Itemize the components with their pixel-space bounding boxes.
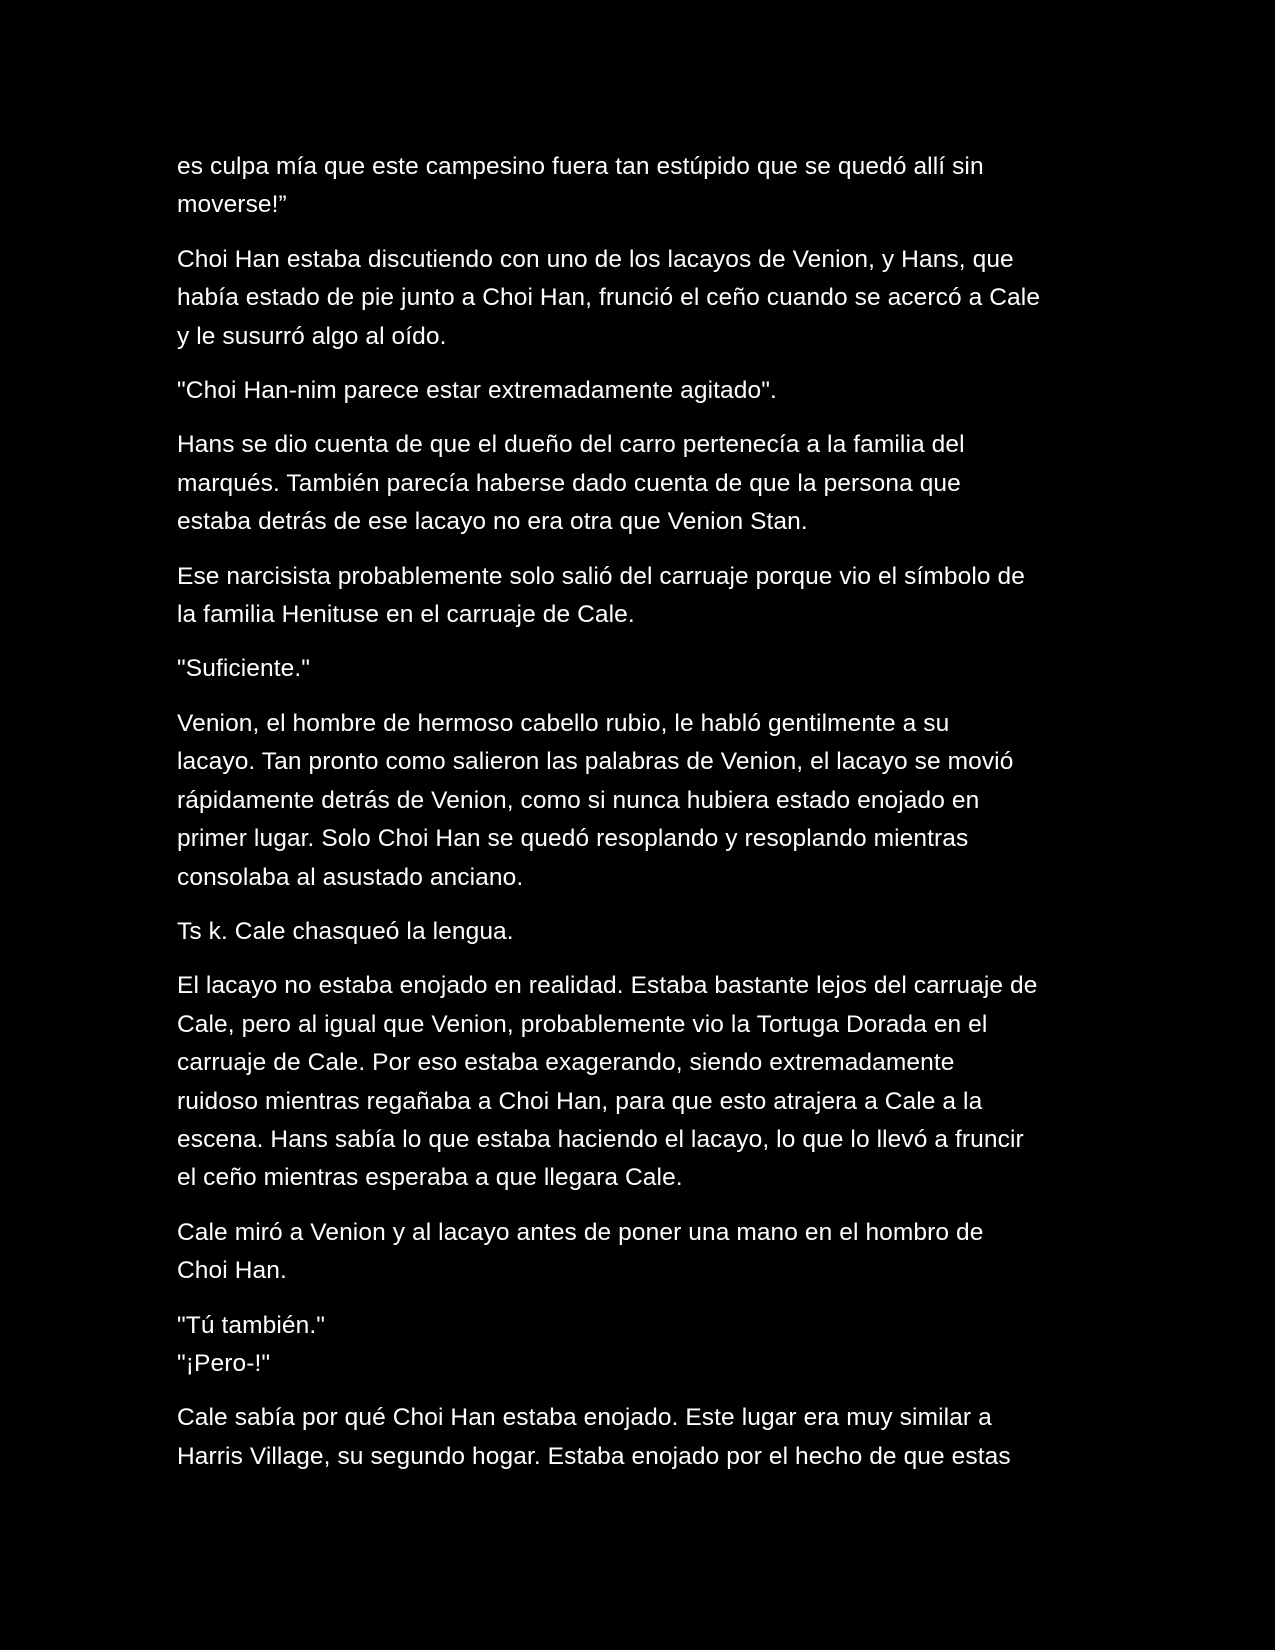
text-line: Cale miró a Venion y al lacayo antes de poner una mano en el hombro de bbox=[177, 1218, 984, 1246]
document-body bbox=[177, 148, 1107, 1492]
text-line: Harris Village, su segundo hogar. Estaba enojado por el hecho de que estas bbox=[177, 1442, 1011, 1470]
text-line: la familia Henituse en el carruaje de Cale. bbox=[177, 601, 635, 629]
text-line: carruaje de Cale. Por eso estaba exagerando, siendo extremadamente bbox=[177, 1049, 955, 1077]
paragraph bbox=[177, 372, 1107, 410]
paragraph bbox=[177, 558, 1107, 635]
text-line: moverse!” bbox=[177, 191, 287, 219]
paragraph bbox=[177, 1399, 1107, 1476]
text-line: Ts k. Cale chasqueó la lengua. bbox=[177, 917, 514, 945]
text-line: Choi Han. bbox=[177, 1257, 287, 1285]
paragraph bbox=[177, 148, 1107, 225]
text-line: Choi Han estaba discutiendo con uno de los lacayos de Venion, y Hans, que bbox=[177, 245, 1014, 273]
paragraph bbox=[177, 967, 1107, 1197]
paragraph bbox=[177, 1307, 1107, 1384]
text-line: lacayo. Tan pronto como salieron las palabras de Venion, el lacayo se movió bbox=[177, 748, 1014, 776]
paragraph bbox=[177, 1214, 1107, 1291]
text-line: Hans se dio cuenta de que el dueño del carro pertenecía a la familia del bbox=[177, 431, 965, 459]
text-line: rápidamente detrás de Venion, como si nunca hubiera estado enojado en bbox=[177, 786, 980, 814]
text-line: "Suficiente." bbox=[177, 655, 311, 683]
text-line: estaba detrás de ese lacayo no era otra que Venion Stan. bbox=[177, 508, 808, 536]
text-line: ruidoso mientras regañaba a Choi Han, para que esto atrajera a Cale a la bbox=[177, 1087, 983, 1115]
paragraph bbox=[177, 241, 1107, 356]
text-line: Venion, el hombre de hermoso cabello rubio, le habló gentilmente a su bbox=[177, 709, 950, 737]
paragraph bbox=[177, 913, 1107, 951]
paragraph bbox=[177, 426, 1107, 541]
text-line: primer lugar. Solo Choi Han se quedó resoplando y resoplando mientras bbox=[177, 825, 969, 853]
text-line: y le susurró algo al oído. bbox=[177, 322, 447, 350]
text-line: escena. Hans sabía lo que estaba haciendo el lacayo, lo que lo llevó a fruncir bbox=[177, 1125, 1024, 1153]
text-line: "Choi Han-nim parece estar extremadamente agitado". bbox=[177, 377, 777, 405]
text-line: había estado de pie junto a Choi Han, frunció el ceño cuando se acercó a Cale bbox=[177, 284, 1041, 312]
text-line: Cale, pero al igual que Venion, probablemente vio la Tortuga Dorada en el bbox=[177, 1010, 988, 1038]
text-line: "¡Pero-!" bbox=[177, 1349, 271, 1377]
paragraph bbox=[177, 650, 1107, 688]
text-line: Ese narcisista probablemente solo salió del carruaje porque vio el símbolo de bbox=[177, 562, 1025, 590]
text-line: El lacayo no estaba enojado en realidad. Estaba bastante lejos del carruaje de bbox=[177, 972, 1038, 1000]
paragraph bbox=[177, 705, 1107, 897]
text-line: consolaba al asustado anciano. bbox=[177, 863, 524, 891]
text-line: marqués. También parecía haberse dado cuenta de que la persona que bbox=[177, 469, 961, 497]
text-line: es culpa mía que este campesino fuera tan estúpido que se quedó allí sin bbox=[177, 153, 984, 180]
text-line: el ceño mientras esperaba a que llegara Cale. bbox=[177, 1164, 683, 1192]
text-line: Cale sabía por qué Choi Han estaba enojado. Este lugar era muy similar a bbox=[177, 1404, 992, 1432]
text-line: "Tú también." bbox=[177, 1311, 326, 1339]
